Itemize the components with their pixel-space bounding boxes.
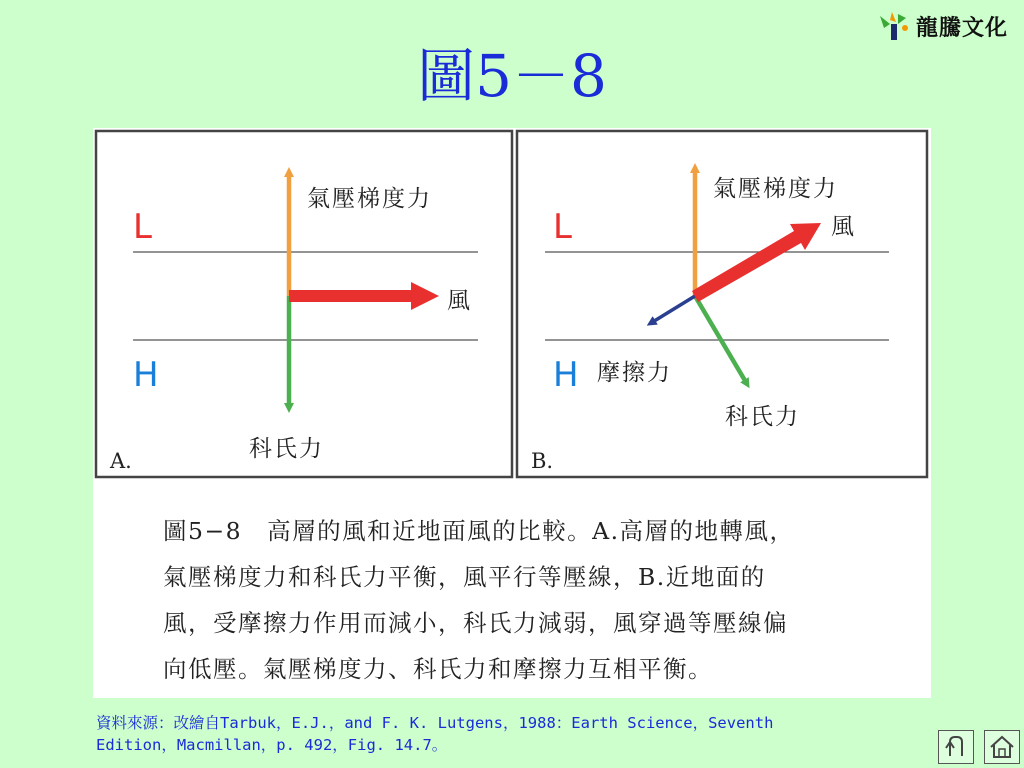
panel-a-letter: A. bbox=[110, 449, 132, 473]
panel-b-letter: B. bbox=[531, 449, 554, 473]
figure-caption bbox=[163, 508, 913, 692]
caption-line: 圖5−8 高層的風和近地面風的比較。A.高層的地轉風， bbox=[163, 517, 795, 545]
panel-a-high-label: H bbox=[133, 355, 159, 395]
source-citation bbox=[96, 712, 916, 756]
source-line: 資料來源：改繪自Tarbuk，E.J.，and F. K. Lutgens，1988：Earth Science，Seventh bbox=[96, 714, 774, 732]
back-button[interactable] bbox=[938, 730, 974, 764]
panel-a-wind-label: 風 bbox=[447, 288, 470, 314]
panel-b-pressure-force-label: 氣壓梯度力 bbox=[713, 176, 838, 202]
home-button[interactable] bbox=[984, 730, 1020, 764]
panel-a-low-label: L bbox=[133, 207, 152, 247]
panel-a-coriolis-label: 科氏力 bbox=[249, 436, 324, 462]
home-icon bbox=[988, 734, 1016, 760]
return-icon bbox=[942, 734, 970, 760]
brand-name: 龍騰文化 bbox=[916, 15, 1009, 41]
caption-line: 氣壓梯度力和科氏力平衡，風平行等壓線，B.近地面的 bbox=[163, 563, 766, 591]
figure-panel bbox=[93, 128, 931, 698]
panel-a bbox=[96, 131, 512, 477]
panel-b-wind-label: 風 bbox=[831, 214, 854, 240]
panel-a-pressure-force-label: 氣壓梯度力 bbox=[307, 186, 432, 212]
panel-b bbox=[517, 131, 927, 477]
caption-line: 向低壓。氣壓梯度力、科氏力和摩擦力互相平衡。 bbox=[163, 655, 713, 683]
source-line: Edition，Macmillan，p. 492，Fig. 14.7。 bbox=[96, 736, 448, 754]
wind-diagram bbox=[93, 128, 931, 498]
panel-b-friction-label: 摩擦力 bbox=[597, 360, 672, 386]
panel-b-low-label: L bbox=[553, 207, 572, 247]
caption-line: 風，受摩擦力作用而減小，科氏力減弱，風穿過等壓線偏 bbox=[163, 609, 788, 637]
panel-b-high-label: H bbox=[553, 355, 579, 395]
slide-title: 圖5－8 bbox=[417, 42, 607, 110]
panel-b-coriolis-label: 科氏力 bbox=[725, 404, 800, 430]
